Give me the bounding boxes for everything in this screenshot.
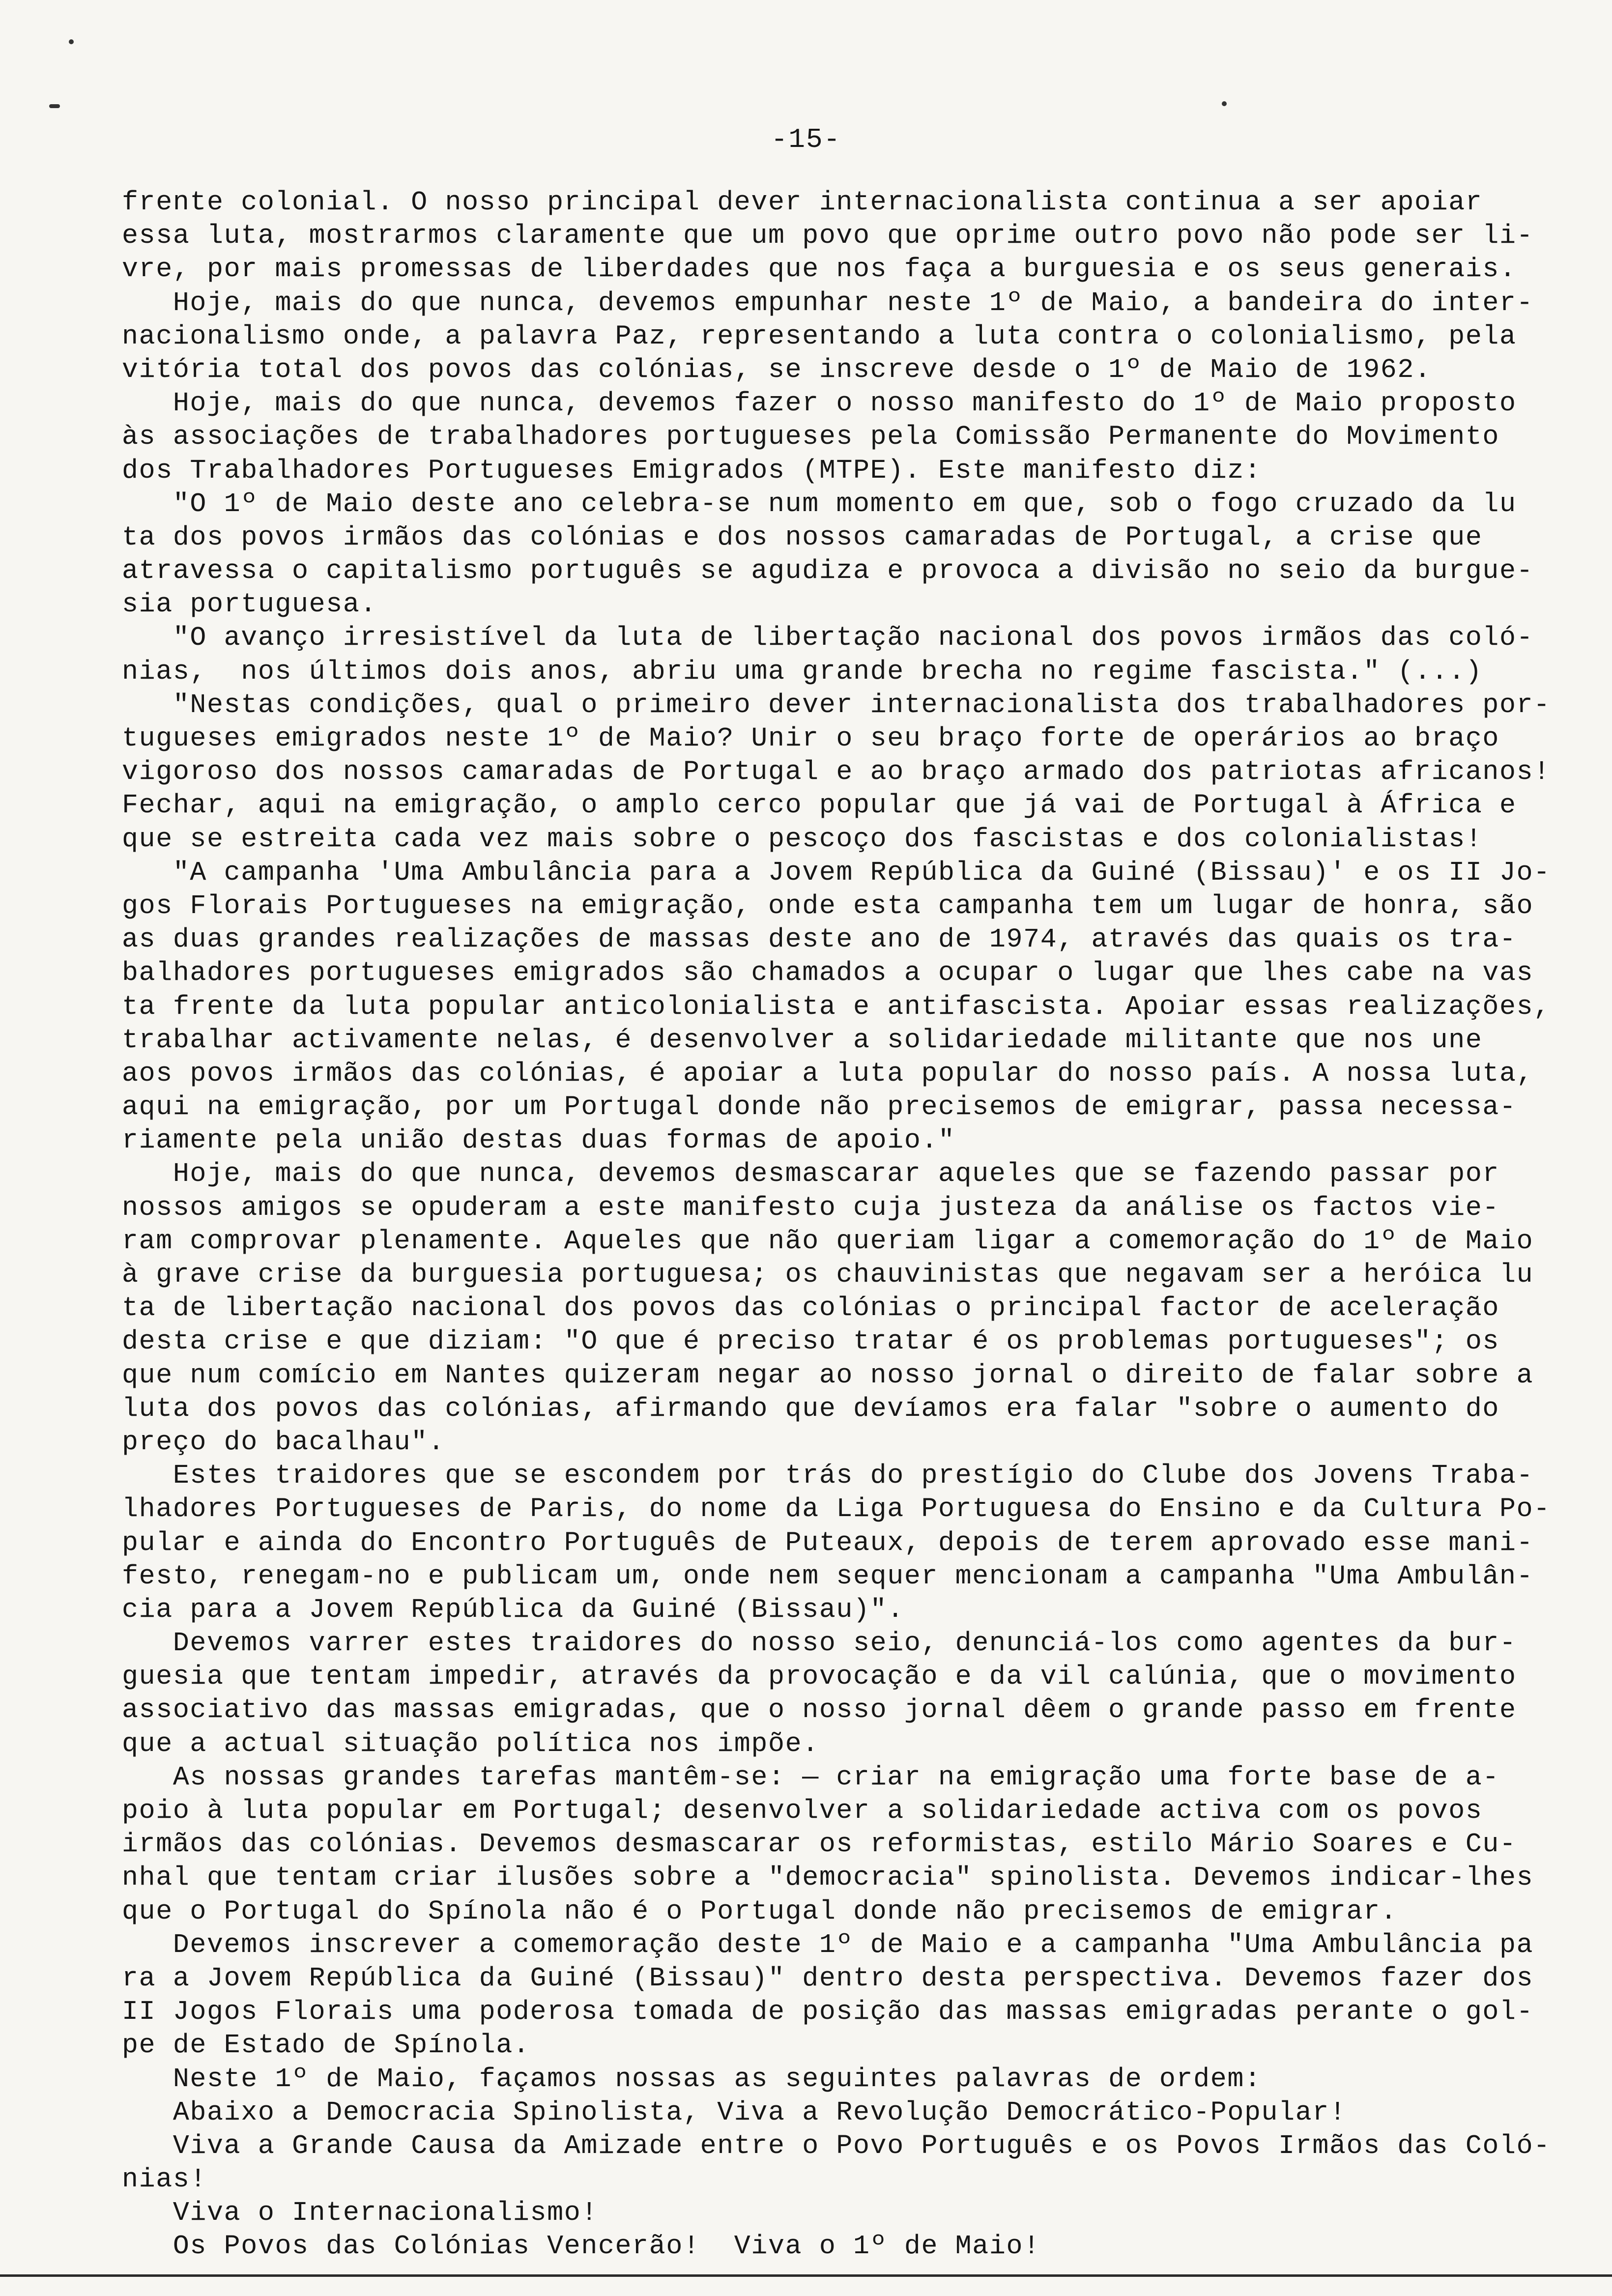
text-line: irmãos das colónias. Devemos desmascarar os reformistas, estilo Mário Soares e Cu- xyxy=(122,1829,1517,1860)
text-line: Abaixo a Democracia Spinolista, Viva a Revolução Democrático-Popular! xyxy=(122,2096,1347,2128)
text-line: ta frente da luta popular anticolonialista e antifascista. Apoiar essas realizações, xyxy=(122,991,1551,1022)
text-line: lhadores Portugueses de Paris, do nome da Liga Portuguesa do Ensino e da Cultura Po- xyxy=(122,1493,1551,1525)
scan-speck xyxy=(49,104,60,108)
text-line: "A campanha 'Uma Ambulância para a Jovem República da Guiné (Bissau)' e os II Jo- xyxy=(122,857,1551,888)
text-line: atravessa o capitalismo português se agudiza e provoca a divisão no seio da burgue- xyxy=(122,555,1534,587)
text-line: que se estreita cada vez mais sobre o pescoço dos fascistas e dos colonialistas! xyxy=(122,823,1483,855)
text-line: que o Portugal do Spínola não é o Portugal donde não precisemos de emigrar. xyxy=(122,1895,1398,1927)
text-line: ra a Jovem República da Guiné (Bissau)" dentro desta perspectiva. Devemos fazer dos xyxy=(122,1962,1534,1994)
text-line: nhal que tentam criar ilusões sobre a "democracia" spinolista. Devemos indicar-lhes xyxy=(122,1862,1534,1894)
text-line: nias, nos últimos dois anos, abriu uma grande brecha no regime fascista." (...) xyxy=(122,656,1483,687)
text-line: Viva a Grande Causa da Amizade entre o Povo Português e os Povos Irmãos das Coló- xyxy=(122,2130,1551,2161)
text-line: Devemos inscrever a comemoração deste 1º de Maio e a campanha "Uma Ambulância pa xyxy=(122,1929,1534,1960)
text-line: pular e ainda do Encontro Português de Puteaux, depois de terem aprovado esse mani- xyxy=(122,1527,1534,1558)
text-line: riamente pela união destas duas formas de apoio." xyxy=(122,1125,955,1156)
text-line: Estes traidores que se escondem por trás do prestígio do Clube dos Jovens Traba- xyxy=(122,1460,1534,1492)
text-line: dos Trabalhadores Portugueses Emigrados (MTPE). Este manifesto diz: xyxy=(122,455,1262,486)
text-line: que num comício em Nantes quizeram negar ao nosso jornal o direito de falar sobre a xyxy=(122,1359,1534,1391)
text-line: à grave crise da burguesia portuguesa; os chauvinistas que negavam ser a heróica lu xyxy=(122,1259,1534,1290)
text-line: Hoje, mais do que nunca, devemos fazer o nosso manifesto do 1º de Maio proposto xyxy=(122,388,1517,419)
text-line: sia portuguesa. xyxy=(122,589,377,620)
text-line: Devemos varrer estes traidores do nosso seio, denunciá-los como agentes da bur- xyxy=(122,1628,1517,1659)
text-line: nias! xyxy=(122,2164,207,2195)
text-line: essa luta, mostrarmos claramente que um povo que oprime outro povo não pode ser li- xyxy=(122,220,1534,252)
text-line: Hoje, mais do que nunca, devemos empunhar neste 1º de Maio, a bandeira do inter- xyxy=(122,287,1534,318)
text-line: guesia que tentam impedir, através da provocação e da vil calúnia, que o movimento xyxy=(122,1661,1517,1693)
text-line: desta crise e que diziam: "O que é preciso tratar é os problemas portugueses"; os xyxy=(122,1326,1500,1357)
text-line: balhadores portugueses emigrados são chamados a ocupar o lugar que lhes cabe na vas xyxy=(122,957,1534,989)
text-line: que a actual situação política nos impõe. xyxy=(122,1728,819,1759)
text-line: pe de Estado de Spínola. xyxy=(122,2030,530,2061)
scan-speck xyxy=(69,39,74,44)
text-line: ta de libertação nacional dos povos das colónias o principal factor de aceleração xyxy=(122,1292,1500,1324)
text-line: vitória total dos povos das colónias, se inscreve desde o 1º de Maio de 1962. xyxy=(122,354,1432,385)
text-line: Os Povos das Colónias Vencerão! Viva o 1º de Maio! xyxy=(122,2231,1040,2262)
text-line: trabalhar activamente nelas, é desenvolver a solidariedade militante que nos une xyxy=(122,1024,1483,1056)
page-number: -15- xyxy=(771,124,841,155)
text-line: festo, renegam-no e publicam um, onde nem sequer mencionam a campanha "Uma Ambulân- xyxy=(122,1560,1534,1592)
text-line: vre, por mais promessas de liberdades que nos faça a burguesia e os seus generais. xyxy=(122,254,1517,285)
text-line: nacionalismo onde, a palavra Paz, representando a luta contra o colonialismo, pela xyxy=(122,320,1517,352)
text-line: aqui na emigração, por um Portugal donde não precisemos de emigrar, passa necessa- xyxy=(122,1091,1517,1123)
scan-speck xyxy=(1222,101,1227,106)
text-line: cia para a Jovem República da Guiné (Bissau)". xyxy=(122,1594,904,1625)
text-line: As nossas grandes tarefas mantêm-se: — criar na emigração uma forte base de a- xyxy=(122,1761,1500,1793)
text-line: aos povos irmãos das colónias, é apoiar a luta popular do nosso país. A nossa luta, xyxy=(122,1058,1534,1089)
text-line: Hoje, mais do que nunca, devemos desmascarar aqueles que se fazendo passar por xyxy=(122,1158,1500,1190)
text-line: preço do bacalhau". xyxy=(122,1426,445,1458)
text-line: às associações de trabalhadores portugueses pela Comissão Permanente do Movimento xyxy=(122,421,1500,453)
text-line: ram comprovar plenamente. Aqueles que não queriam ligar a comemoração do 1º de Maio xyxy=(122,1225,1534,1257)
text-line: Viva o Internacionalismo! xyxy=(122,2197,598,2229)
text-line: II Jogos Florais uma poderosa tomada de posição das massas emigradas perante o gol- xyxy=(122,1996,1534,2028)
text-line: "O avanço irresistível da luta de libertação nacional dos povos irmãos das coló- xyxy=(122,622,1534,654)
text-line: Fechar, aqui na emigração, o amplo cerco popular que já vai de Portugal à África e xyxy=(122,790,1517,821)
text-line: nossos amigos se opuderam a este manifesto cuja justeza da análise os factos vie- xyxy=(122,1192,1500,1223)
text-line: as duas grandes realizações de massas deste ano de 1974, através das quais os tra- xyxy=(122,924,1517,955)
text-line: tugueses emigrados neste 1º de Maio? Unir o seu braço forte de operários ao braço xyxy=(122,723,1500,754)
text-line: luta dos povos das colónias, afirmando que devíamos era falar "sobre o aumento do xyxy=(122,1393,1500,1424)
text-line: "Nestas condições, qual o primeiro dever internacionalista dos trabalhadores por- xyxy=(122,689,1551,720)
text-line: vigoroso dos nossos camaradas de Portugal e ao braço armado dos patriotas africanos! xyxy=(122,756,1551,788)
text-line: associativo das massas emigradas, que o nosso jornal dêem o grande passo em frente xyxy=(122,1694,1517,1726)
text-line: ta dos povos irmãos das colónias e dos nossos camaradas de Portugal, a crise que xyxy=(122,521,1483,553)
text-line: gos Florais Portugueses na emigração, onde esta campanha tem um lugar de honra, são xyxy=(122,890,1534,921)
text-line: "O 1º de Maio deste ano celebra-se num momento em que, sob o fogo cruzado da lu xyxy=(122,488,1517,519)
page-bottom-rule xyxy=(0,2274,1612,2277)
text-line: Neste 1º de Maio, façamos nossas as seguintes palavras de ordem: xyxy=(122,2063,1262,2095)
text-line: poio à luta popular em Portugal; desenvolver a solidariedade activa com os povos xyxy=(122,1795,1483,1826)
text-line: frente colonial. O nosso principal dever internacionalista continua a ser apoiar xyxy=(122,187,1483,218)
document-body xyxy=(122,186,1577,2264)
